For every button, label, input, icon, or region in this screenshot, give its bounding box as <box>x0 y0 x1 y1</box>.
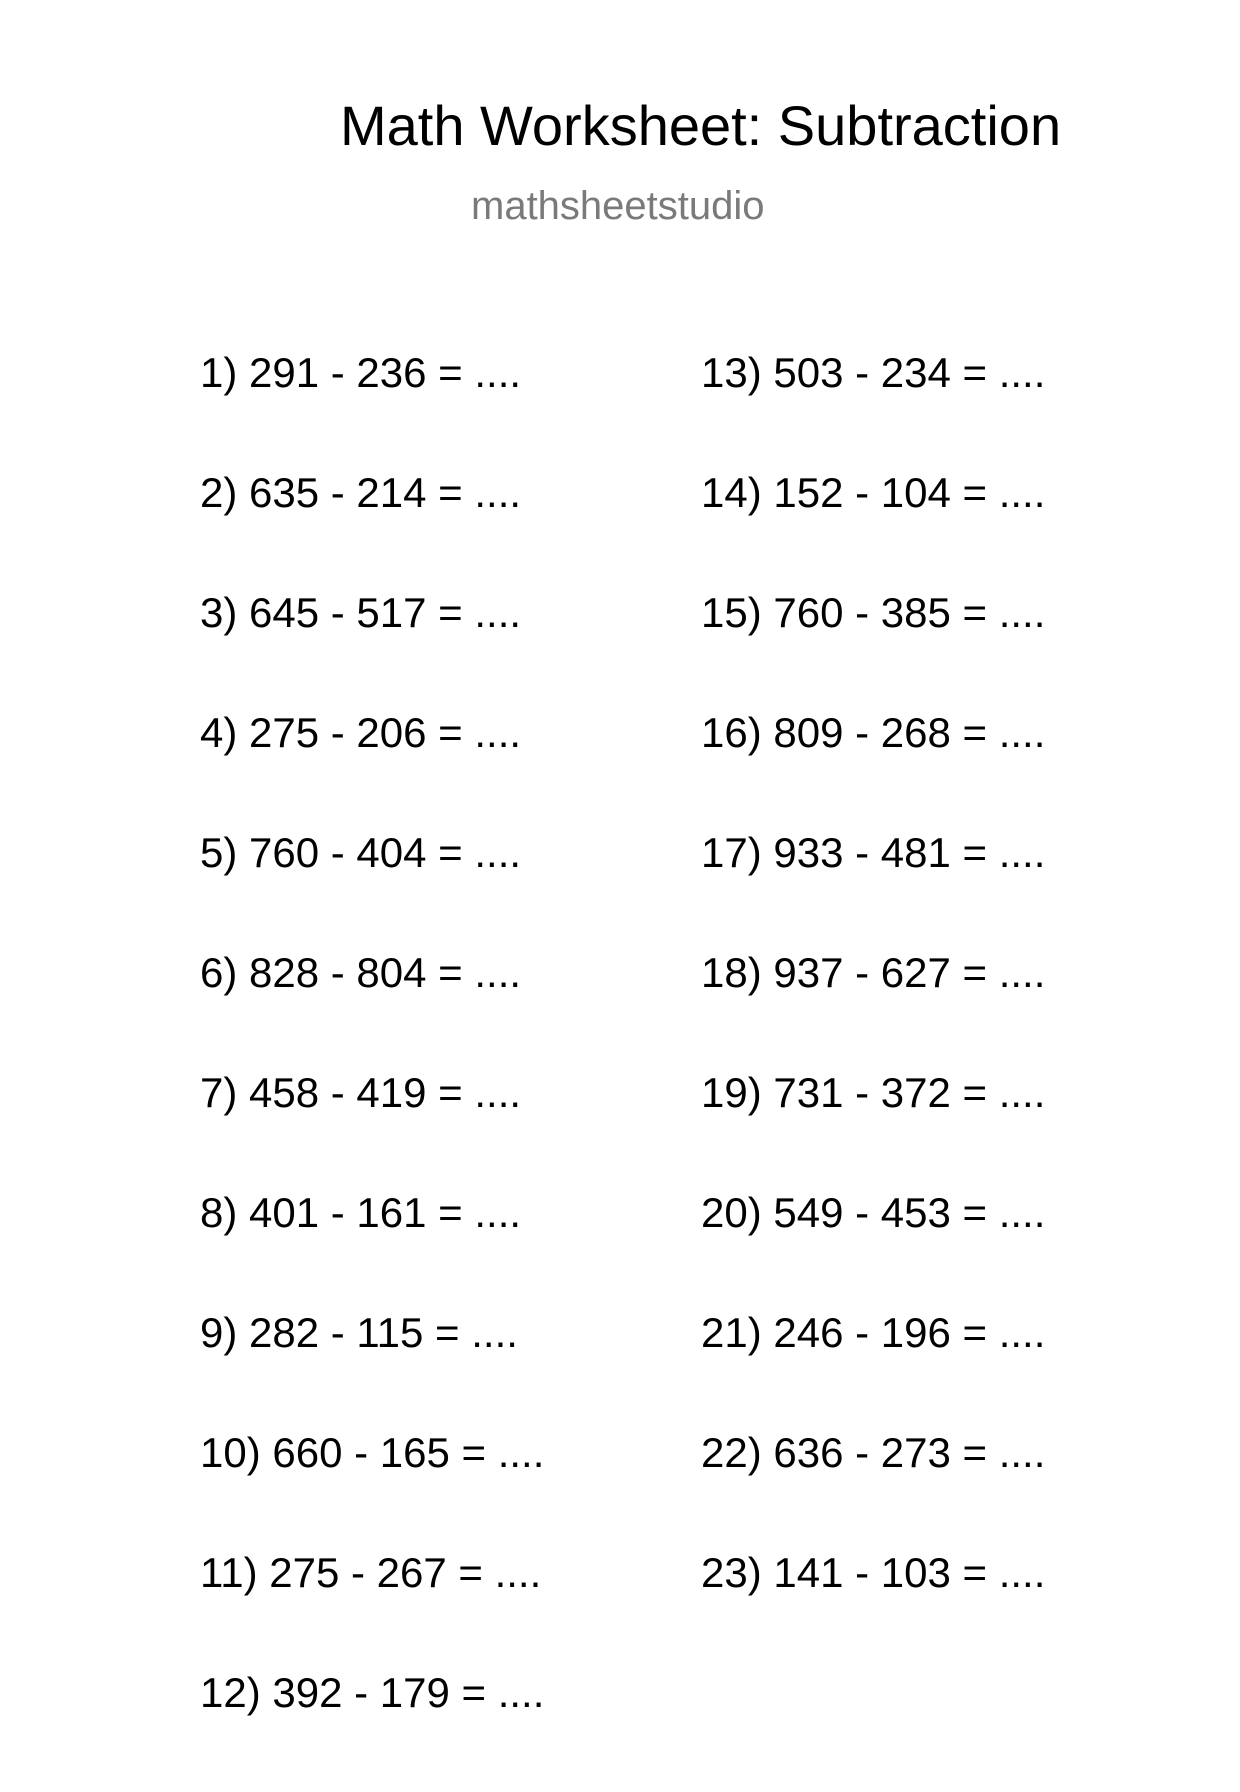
problem-2: 2) 635 - 214 = .... <box>200 469 522 516</box>
problem-17: 17) 933 - 481 = .... <box>701 829 1046 876</box>
problem-21: 21) 246 - 196 = .... <box>701 1309 1046 1356</box>
problem-1: 1) 291 - 236 = .... <box>200 349 522 396</box>
problem-15: 15) 760 - 385 = .... <box>701 589 1046 636</box>
problem-6: 6) 828 - 804 = .... <box>200 949 522 996</box>
problem-12: 12) 392 - 179 = .... <box>200 1669 545 1716</box>
problem-column-left <box>200 349 545 1792</box>
problem-16: 16) 809 - 268 = .... <box>701 709 1046 756</box>
publisher-name: mathsheetstudio <box>471 184 765 228</box>
problem-11: 11) 275 - 267 = .... <box>200 1549 542 1596</box>
problem-23: 23) 141 - 103 = .... <box>701 1549 1046 1596</box>
problem-7: 7) 458 - 419 = .... <box>200 1069 522 1116</box>
problem-14: 14) 152 - 104 = .... <box>701 469 1046 516</box>
problem-13: 13) 503 - 234 = .... <box>701 349 1046 396</box>
problem-9: 9) 282 - 115 = .... <box>200 1309 518 1356</box>
problem-3: 3) 645 - 517 = .... <box>200 589 522 636</box>
problem-19: 19) 731 - 372 = .... <box>701 1069 1046 1116</box>
problem-column-right <box>701 349 1046 1672</box>
problem-20: 20) 549 - 453 = .... <box>701 1189 1046 1236</box>
page-title: Math Worksheet: Subtraction <box>340 94 1062 157</box>
problem-22: 22) 636 - 273 = .... <box>701 1429 1046 1476</box>
problem-5: 5) 760 - 404 = .... <box>200 829 522 876</box>
problem-8: 8) 401 - 161 = .... <box>200 1189 522 1236</box>
problem-10: 10) 660 - 165 = .... <box>200 1429 545 1476</box>
problem-18: 18) 937 - 627 = .... <box>701 949 1046 996</box>
problem-4: 4) 275 - 206 = .... <box>200 709 522 756</box>
